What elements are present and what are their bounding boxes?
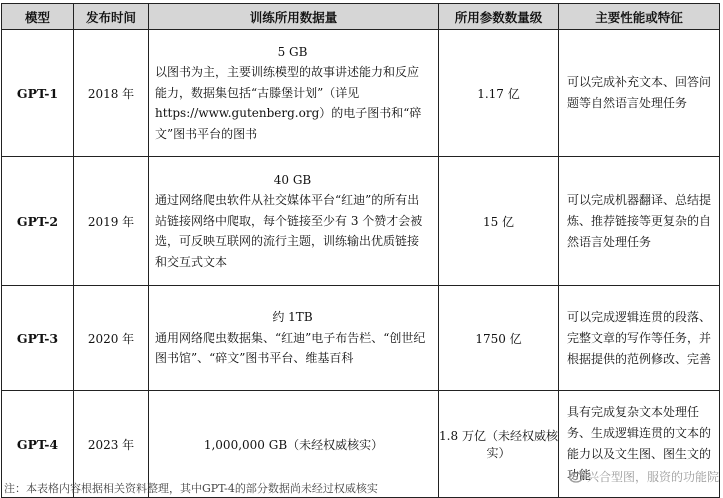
table-row	[2, 286, 720, 391]
training-data-cell	[149, 157, 439, 286]
header-release-date: 发布时间	[74, 4, 149, 30]
data-size: 1,000,000 GB（未经权威核实）	[149, 391, 439, 498]
watermark-text: 兴合型图，服资的功能院	[586, 470, 719, 484]
release-date: 2019 年	[74, 157, 149, 286]
release-date: 2023 年	[74, 391, 149, 498]
feature-text: 具有完成复杂文本处理任务、生成逻辑连贯的文本的能力以及文生图、图生文的功能	[559, 391, 720, 498]
training-data-cell	[149, 286, 439, 391]
table-header-row	[2, 4, 720, 30]
data-description: 通过网络爬虫软件从社交媒体平台“红迪”的所有出站链接网络中爬取，每个链接至少有 3 个赞才会被选，可反映互联网的流行主题，训练输出优质链接和交互式文本	[155, 193, 423, 269]
table-row	[2, 157, 720, 286]
header-model: 模型	[2, 4, 74, 30]
feature-text: 可以完成补充文本、回答问题等自然语言处理任务	[559, 30, 720, 157]
model-name: GPT-4	[2, 391, 74, 498]
header-parameters: 所用参数数量级	[439, 4, 559, 30]
release-date: 2020 年	[74, 286, 149, 391]
feature-text: 可以完成机器翻译、总结提炼、推荐链接等更复杂的自然语言处理任务	[559, 157, 720, 286]
parameter-count: 15 亿	[439, 157, 559, 286]
training-data-cell	[149, 30, 439, 157]
model-name: GPT-2	[2, 157, 74, 286]
feature-text: 可以完成逻辑连贯的段落、完整文章的写作等任务，并根据提供的范例修改、完善	[559, 286, 720, 391]
model-name: GPT-3	[2, 286, 74, 391]
model-name: GPT-1	[2, 30, 74, 157]
header-features: 主要性能或特征	[559, 4, 720, 30]
data-size: 40 GB	[273, 172, 312, 187]
data-size: 5 GB	[277, 44, 308, 59]
gpt-comparison-table	[1, 3, 720, 498]
table-row	[2, 30, 720, 157]
watermark	[569, 468, 719, 485]
header-training-data: 训练所用数据量	[149, 4, 439, 30]
parameter-count: 1.17 亿	[439, 30, 559, 157]
data-description: 通用网络爬虫数据集、“红迪”电子布告栏、“创世纪图书馆”、“碎文”图书平台、维基百科	[155, 330, 426, 366]
release-date: 2018 年	[74, 30, 149, 157]
data-size: 约 1TB	[272, 310, 313, 325]
table-caption: 注：本表格内容根据相关资料整理，其中GPT-4的部分数据尚未经过权威核实	[4, 482, 378, 495]
weibo-icon	[569, 469, 585, 483]
data-description: 以图书为主，主要训练模型的故事讲述能力和反应能力，数据集包括“古滕堡计划”（详见 https://www.gutenberg.org）的电子图书和“碎文”图书平台的图书	[155, 65, 422, 141]
parameter-count: 1750 亿	[439, 286, 559, 391]
parameter-count: 1.8 万亿（未经权威核实）	[439, 391, 559, 498]
